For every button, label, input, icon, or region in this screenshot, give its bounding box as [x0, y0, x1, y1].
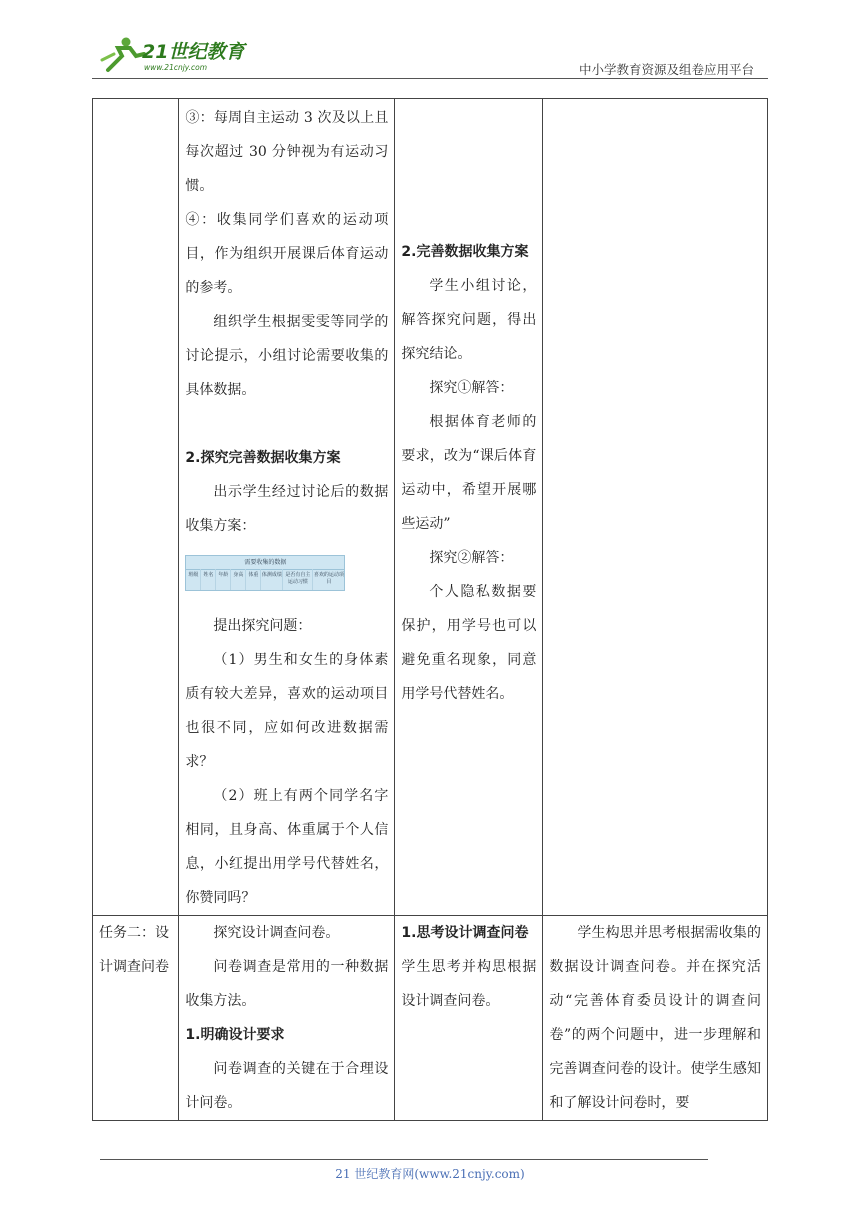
text-questions-intro: 提出探究问题： — [213, 618, 312, 634]
text-task2: 任务二：设计调查问卷 — [99, 925, 169, 975]
logo-url: www.21cnjy.com — [144, 63, 208, 72]
text-answer-2: 个人隐私数据要保护，用学号也可以避免重名现象，同意用学号代替姓名。 — [401, 584, 537, 702]
text-design-key: 问卷调查的关键在于合理设计问卷。 — [185, 1061, 389, 1111]
heading-think-design: 1.思考设计调查问卷 — [401, 925, 529, 941]
header-divider — [92, 78, 768, 79]
cell-student-activity-2 — [395, 916, 543, 1121]
text-questionnaire-method: 问卷调查是常用的一种数据收集方法。 — [185, 959, 389, 1009]
text-question-2: （2）班上有两个同学名字相同，且身高、体重属于个人信息，小红提出用学号代替姓名，你赞同吗？ — [185, 788, 389, 906]
cell-design-intent-2 — [543, 916, 768, 1121]
mini-cell: 喜欢的运动项目 — [313, 572, 344, 585]
logo-21cnjy — [96, 34, 266, 74]
table-row-task2 — [93, 916, 768, 1121]
heading-explore-plan: 2.探究完善数据收集方案 — [185, 450, 341, 466]
mini-cell: 体重 — [246, 569, 261, 590]
text-discussion: 组织学生根据雯雯等同学的讨论提示，小组讨论需要收集的具体数据。 — [185, 314, 389, 398]
cell-teacher-activity — [179, 99, 395, 916]
cell-student-activity — [395, 99, 543, 916]
mini-table-title: 需要收集的数据 — [186, 556, 344, 570]
text-item4: ④：收集同学们喜欢的运动项目，作为组织开展课后体育运动的参考。 — [185, 212, 389, 296]
text-answer-1: 根据体育老师的要求，改为“课后体育运动中，希望开展哪些运动” — [401, 414, 537, 532]
mini-cell: 体测成绩 — [261, 569, 283, 590]
text-item3: ③：每周自主运动 3 次及以上且每次超过 30 分钟视为有运动习惯。 — [185, 110, 389, 194]
text-answer-2-label: 探究②解答： — [429, 550, 514, 566]
cell-task — [93, 99, 179, 916]
logo-text: 21世纪教育 — [142, 41, 245, 63]
footer-divider — [100, 1159, 708, 1160]
text-student-think: 学生思考并构思根据设计调查问卷。 — [401, 959, 537, 1009]
heading-design-requirements: 1.明确设计要求 — [185, 1027, 285, 1043]
text-explore-design: 探究设计调查问卷。 — [213, 925, 340, 941]
cell-task-2 — [93, 916, 179, 1121]
footer-text: 21 世纪教育网(www.21cnjy.com) — [335, 1167, 525, 1181]
mini-cell: 是否有自主运动习惯 — [283, 569, 313, 590]
text-design-intent: 学生构思并思考根据需收集的数据设计调查问卷。并在探究活动“完善体育委员设计的调查问卷”的两个问题中，进一步理解和完善调查问卷的设计。使学生感知和了解设计问卷时，要 — [549, 925, 761, 1111]
text-group-discuss: 学生小组讨论，解答探究问题，得出探究结论。 — [401, 278, 537, 362]
lesson-table — [92, 98, 768, 1121]
cell-teacher-activity-2 — [179, 916, 395, 1121]
platform-label: 中小学教育资源及组卷应用平台 — [578, 62, 754, 77]
text-question-1: （1）男生和女生的身体素质有较大差异，喜欢的运动项目也很不同，应如何改进数据需求？ — [185, 652, 389, 770]
text-show-plan: 出示学生经过讨论后的数据收集方案： — [185, 484, 389, 534]
mini-cell: 班级 — [186, 569, 201, 590]
mini-cell: 年龄 — [216, 569, 231, 590]
page-header — [92, 30, 768, 78]
data-collection-table-image — [185, 555, 345, 591]
cell-design-intent — [543, 99, 768, 916]
mini-cell: 姓名 — [201, 569, 216, 590]
text-answer-1-label: 探究①解答： — [429, 380, 514, 396]
heading-improve-plan: 2.完善数据收集方案 — [401, 244, 529, 260]
mini-cell: 身高 — [231, 569, 246, 590]
table-row-explore — [93, 99, 768, 916]
